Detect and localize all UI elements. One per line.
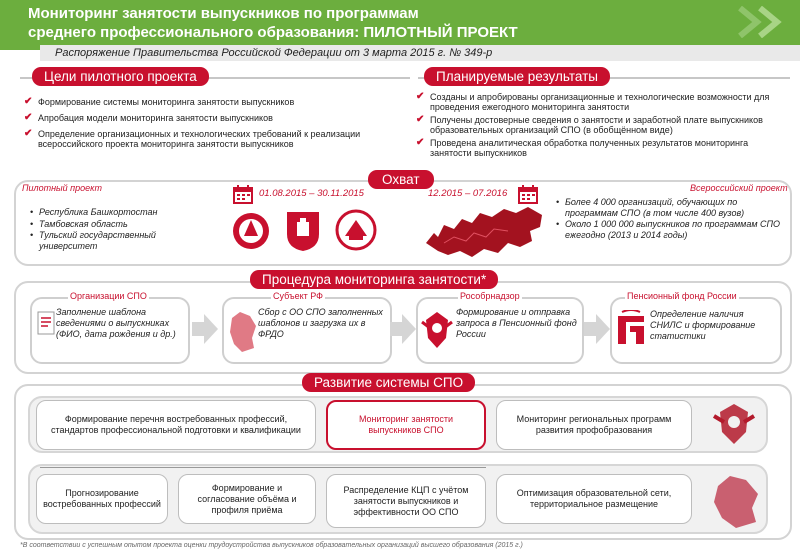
russia-map-icon [424, 203, 544, 261]
results-list [416, 92, 792, 164]
list-item: ✔ Проведена аналитическая обработка полученных результатов мониторинга занятости выпускников [416, 137, 749, 158]
divider [40, 467, 486, 468]
national-dates: 12.2015 – 07.2016 [428, 188, 508, 199]
emblem-icon [712, 400, 756, 448]
step-text: Формирование и отправка запроса в Пенсионный фонд России [456, 307, 577, 339]
step-label: Пенсионный фонд России [627, 291, 737, 301]
bashkortostan-emblem-icon [232, 208, 270, 254]
step-text: Определение наличия СНИЛС и формирование статистики [650, 309, 756, 341]
development-item: Формирование перечня востребованных профессий, стандартов профессиональной подготовки и квалификации [36, 400, 316, 450]
checkmark-icon: ✔ [416, 137, 425, 148]
checkmark-icon: ✔ [24, 112, 33, 123]
subtitle: Распоряжение Правительства Российской Федерации от 3 марта 2015 г. № 349-р [55, 47, 493, 59]
development-item-highlight: Мониторинг занятости выпускников СПО [326, 400, 486, 450]
calendar-icon [518, 185, 538, 204]
arrow-right-icon [192, 314, 218, 344]
region-map-icon [228, 308, 258, 354]
pilot-label: Пилотный проект [22, 183, 103, 193]
list-item: • Более 4 000 организаций, обучающих по программам СПО (в том числе 400 вузов) [556, 197, 788, 218]
coverage-title: Охват [368, 170, 434, 189]
list-item: ✔ Формирование системы мониторинга занятости выпускников [24, 96, 295, 107]
step-label: Субъект РФ [273, 291, 323, 301]
results-title: Планируемые результаты [424, 67, 610, 86]
arrow-right-icon [390, 314, 416, 344]
national-list [556, 197, 788, 241]
footnote: *В соответствии с успешным опытом проекта оценки трудоустройства выпускников образовательных организаций высшего образования (2015 г.) [20, 542, 523, 549]
list-item: • Тульский государственный университет [30, 230, 190, 251]
arrow-right-icon [584, 314, 610, 344]
list-item: • Около 1 000 000 выпускников по программам СПО ежегодно (2013 и 2014 годы) [556, 219, 788, 240]
pilot-dates: 01.08.2015 – 30.11.2015 [259, 188, 364, 199]
list-item: • Республика Башкортостан [30, 207, 190, 218]
university-logo-icon [335, 208, 377, 252]
national-label: Всероссийский проект [690, 183, 788, 193]
step-label: Рособрнадзор [460, 291, 520, 301]
page-title: Мониторинг занятости выпускников по программам среднего профессионального образования: ПИЛОТНЫЙ ПРОЕКТ [28, 5, 518, 41]
development-item: Прогнозирование востребованных профессий [36, 474, 168, 524]
step-label: Организации СПО [70, 291, 147, 301]
checkmark-icon: ✔ [24, 128, 33, 139]
decorative-chevrons-icon [735, 6, 795, 38]
list-item: ✔ Получены достоверные сведения о занятости и заработной плате выпускников образовательных организаций СПО (в обобщённом виде) [416, 114, 763, 135]
procedure-title: Процедура мониторинга занятости* [250, 270, 498, 289]
goals-list [24, 97, 399, 155]
development-item: Распределение КЦП с учётом занятости выпускников и эффективности ОО СПО [326, 474, 486, 528]
calendar-icon [233, 185, 253, 204]
list-item: ✔ Созданы и апробированы организационные и технологические возможности для проведения ежегодного мониторинга занятости [416, 91, 770, 112]
development-title: Развитие системы СПО [302, 373, 475, 392]
pension-fund-logo-icon [614, 310, 648, 348]
list-item: • Тамбовская область [30, 219, 190, 230]
list-item: ✔ Апробация модели мониторинга занятости выпускников [24, 112, 273, 123]
goals-title: Цели пилотного проекта [32, 67, 209, 86]
document-icon [36, 310, 56, 352]
list-item: ✔ Определение организационных и технологических требований к реализации всероссийского проекта мониторинга занятости выпускников [24, 128, 361, 149]
region-map-icon [712, 472, 762, 530]
checkmark-icon: ✔ [416, 91, 425, 102]
development-item: Оптимизация образовательной сети, территориальное размещение [496, 474, 692, 524]
development-item: Формирование и согласование объёма и профиля приёма [178, 474, 316, 524]
step-text: Сбор с ОО СПО заполненных шаблонов и загрузка их в ФРДО [258, 307, 383, 339]
development-item: Мониторинг региональных программ развития профобразования [496, 400, 692, 450]
pilot-list [30, 207, 190, 252]
rosobrnadzor-emblem-icon [420, 308, 454, 352]
tambov-emblem-icon [285, 210, 321, 252]
step-text: Заполнение шаблона сведениями о выпускниках (ФИО, дата рождения и др.) [56, 307, 176, 339]
checkmark-icon: ✔ [416, 114, 425, 125]
checkmark-icon: ✔ [24, 96, 33, 107]
